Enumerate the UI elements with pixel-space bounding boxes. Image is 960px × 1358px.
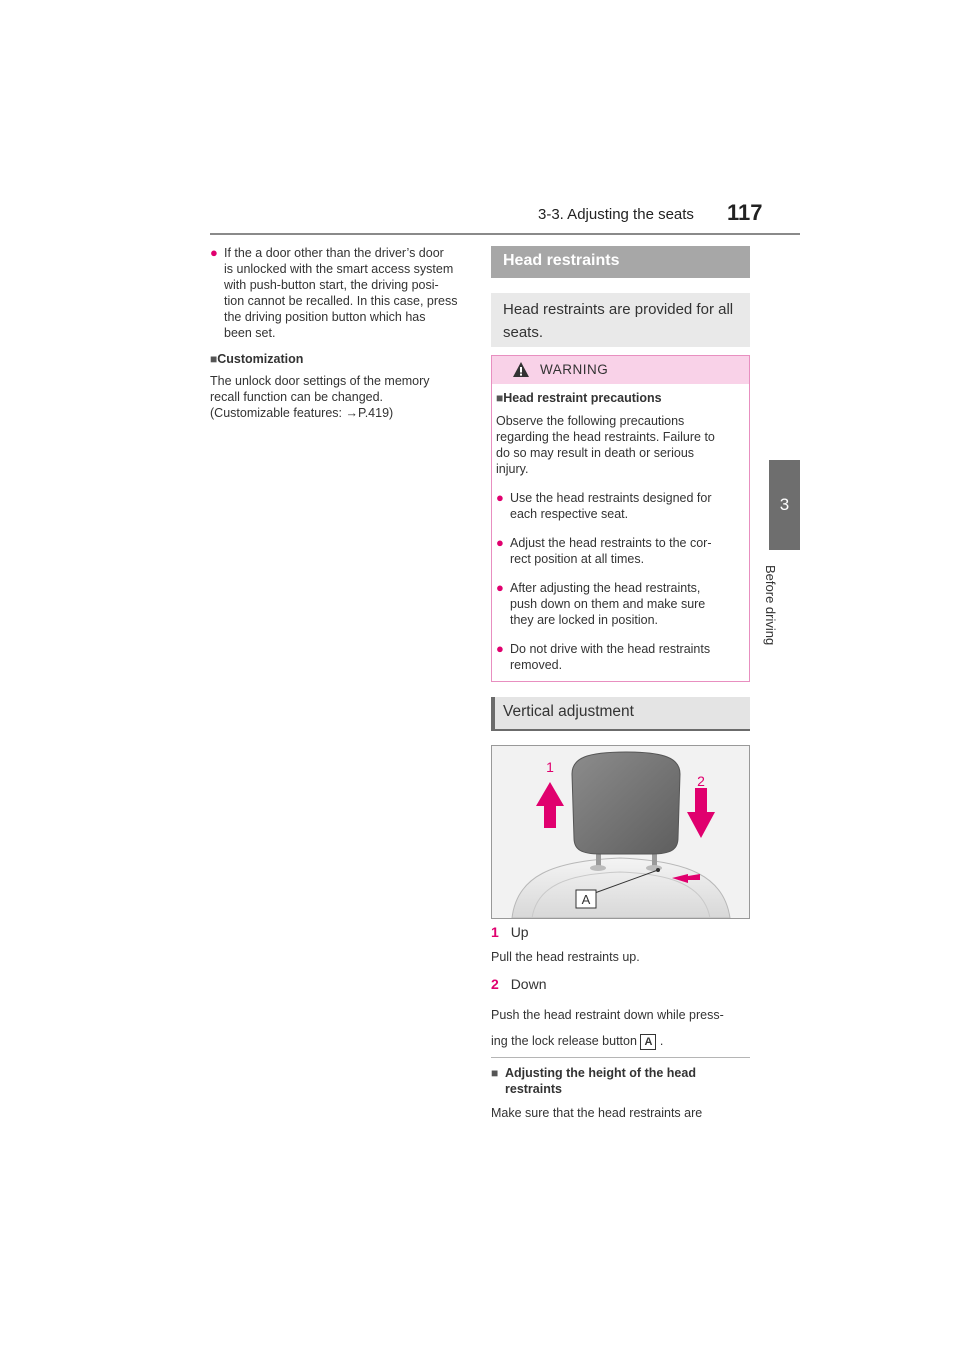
warning-subheading: ■Head restraint precautions [496,391,662,405]
head-restraints-heading-bar [491,246,750,278]
section-title: 3-3. Adjusting the seats [538,206,694,223]
note-line: the driving position button which has [224,310,426,324]
page-reference-link[interactable]: P.419) [357,406,394,420]
step-label: Down [510,976,547,992]
step-label: Up [510,924,529,940]
page-number: 117 [727,200,763,225]
height-text: Make sure that the head restraints are [491,1106,703,1120]
head-restraint-figure [491,745,750,919]
header-rule [210,233,800,235]
head-restraint-illustration [492,746,749,918]
height-heading: ■ Adjusting the height of the head restraints [491,1066,696,1096]
square-bullet-icon: ■ [210,352,218,366]
callout-a-box: A [640,1034,656,1050]
bullet-dot-icon: ● [496,580,504,595]
chapter-label-text: Before driving [763,565,778,646]
figure-label-1: 1 [546,759,554,775]
note-line: been set. [224,326,276,340]
heading-underline [491,729,750,731]
step-number: 1 [491,924,499,940]
figure-callout-a: A [581,892,591,907]
warning-item: ● Do not drive with the head restraints removed. [496,641,711,672]
warning-item: ● Use the head restraints designed for each respective seat. [496,490,712,521]
chapter-tab [769,460,800,550]
warning-box [491,355,750,682]
step-up-desc: Pull the head restraints up. [491,950,640,964]
bullet-dot-icon: ● [496,490,504,505]
warning-header [492,356,749,384]
note-line: tion cannot be recalled. In this case, press [224,294,458,308]
warning-item: ● Adjust the head restraints to the cor- rect position at all times. [496,535,712,566]
chapter-label [763,565,796,665]
height-adjustment-note [491,1065,753,1121]
bullet-dot-icon: ● [496,641,504,656]
vertical-adjustment-title: Vertical adjustment [503,703,634,720]
warning-triangle-icon [512,361,530,378]
bullet-dot-icon: ● [496,535,504,550]
adjustment-steps [491,924,753,1054]
figure-label-2: 2 [697,773,705,789]
warning-intro: Observe the following precautions regarding the head restraints. Failure to do so may result in death or serious injury. [496,414,715,476]
heading-accent [491,697,495,729]
vertical-adjustment-heading-bar [491,697,750,729]
intro-line: seats. [503,324,544,341]
step-down-desc: Push the head restraint down while press- ing the lock release button A . [491,1008,724,1048]
square-bullet-icon: ■ [496,391,504,405]
note-line: is unlocked with the smart access system [224,262,454,276]
head-restraints-intro-box [491,293,750,347]
chapter-number: 3 [779,495,790,514]
section-divider [491,1057,750,1058]
step-number: 2 [491,976,499,992]
note-line: If the a door other than the driver’s door [224,246,444,260]
step-up [491,924,753,940]
customization-text: The unlock door settings of the memory recall function can be changed. (Customizable features: →P.419) [210,374,430,420]
customization-heading: ■Customization [210,352,304,366]
arrow-right-icon: → [345,406,358,420]
memory-recall-note [210,245,475,421]
head-restraints-title: Head restraints [503,252,620,269]
bullet-dot-icon: ● [210,245,218,260]
step-down [491,976,753,992]
intro-line: Head restraints are provided for all [503,301,734,318]
note-line: with push-button start, the driving posi- [224,278,439,292]
warning-title: WARNING [540,362,609,377]
warning-item: ● After adjusting the head restraints, push down on them and make sure they are locked in position. [496,580,706,627]
square-bullet-icon: ■ [491,1066,499,1080]
